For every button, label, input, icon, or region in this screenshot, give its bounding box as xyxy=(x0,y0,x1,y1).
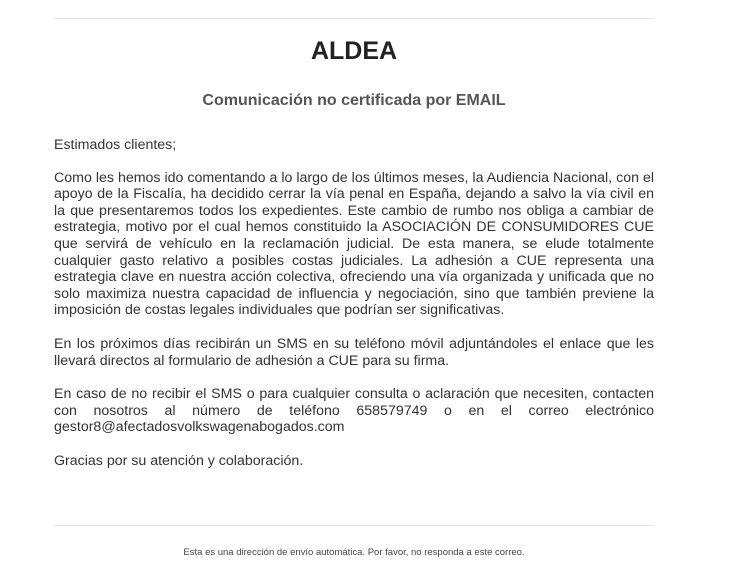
paragraph-contact: En caso de no recibir el SMS o para cualquier consulta o aclaración que necesiten, contacten con nosotros al número de teléfono 658579749 o en el correo electrónico gestor8@afectadosvolkswagenabogados.com xyxy=(54,386,654,436)
bottom-divider xyxy=(54,525,654,526)
paragraph-sms-notice: En los próximos días recibirán un SMS en su teléfono móvil adjuntándoles el enlace que les llevará directos al formulario de adhesión a CUE para su firma. xyxy=(54,335,654,369)
closing-text: Gracias por su atención y colaboración. xyxy=(54,452,304,469)
paragraph-strategy: Como les hemos ido comentando a lo largo de los últimos meses, la Audiencia Nacional, con el apoyo de la Fiscalía, ha decidido cerrar la vía penal en España, dejando a salvo la vía civil en la que presentaremos todos los expedientes. Este cambio de rumbo nos obliga a cambiar de estrategia, motivo por el cual hemos constituido la ASOCIACIÓN DE CONSUMIDORES CUE que servirá de vehículo en la reclamación judicial. De esta manera, se elude totalmente cualquier gasto relativo a posibles costas judiciales. La adhesión a CUE representa una estrategia clave en nuestra acción colectiva, ofreciendo una vía organizada y unificada que no solo maximiza nuestra capacidad de influencia y negociación, sino que también previene la imposición de costas legales individuales que podrían ser significativas. xyxy=(54,169,654,319)
top-divider xyxy=(54,18,654,19)
email-subtitle: Comunicación no certificada por EMAIL xyxy=(202,92,506,109)
email-body xyxy=(54,137,654,487)
auto-reply-notice: Esta es una dirección de envío automática. Por favor, no responda a este correo. xyxy=(183,547,525,558)
email-title: ALDEA xyxy=(310,37,398,65)
greeting-text: Estimados clientes; xyxy=(54,137,177,153)
